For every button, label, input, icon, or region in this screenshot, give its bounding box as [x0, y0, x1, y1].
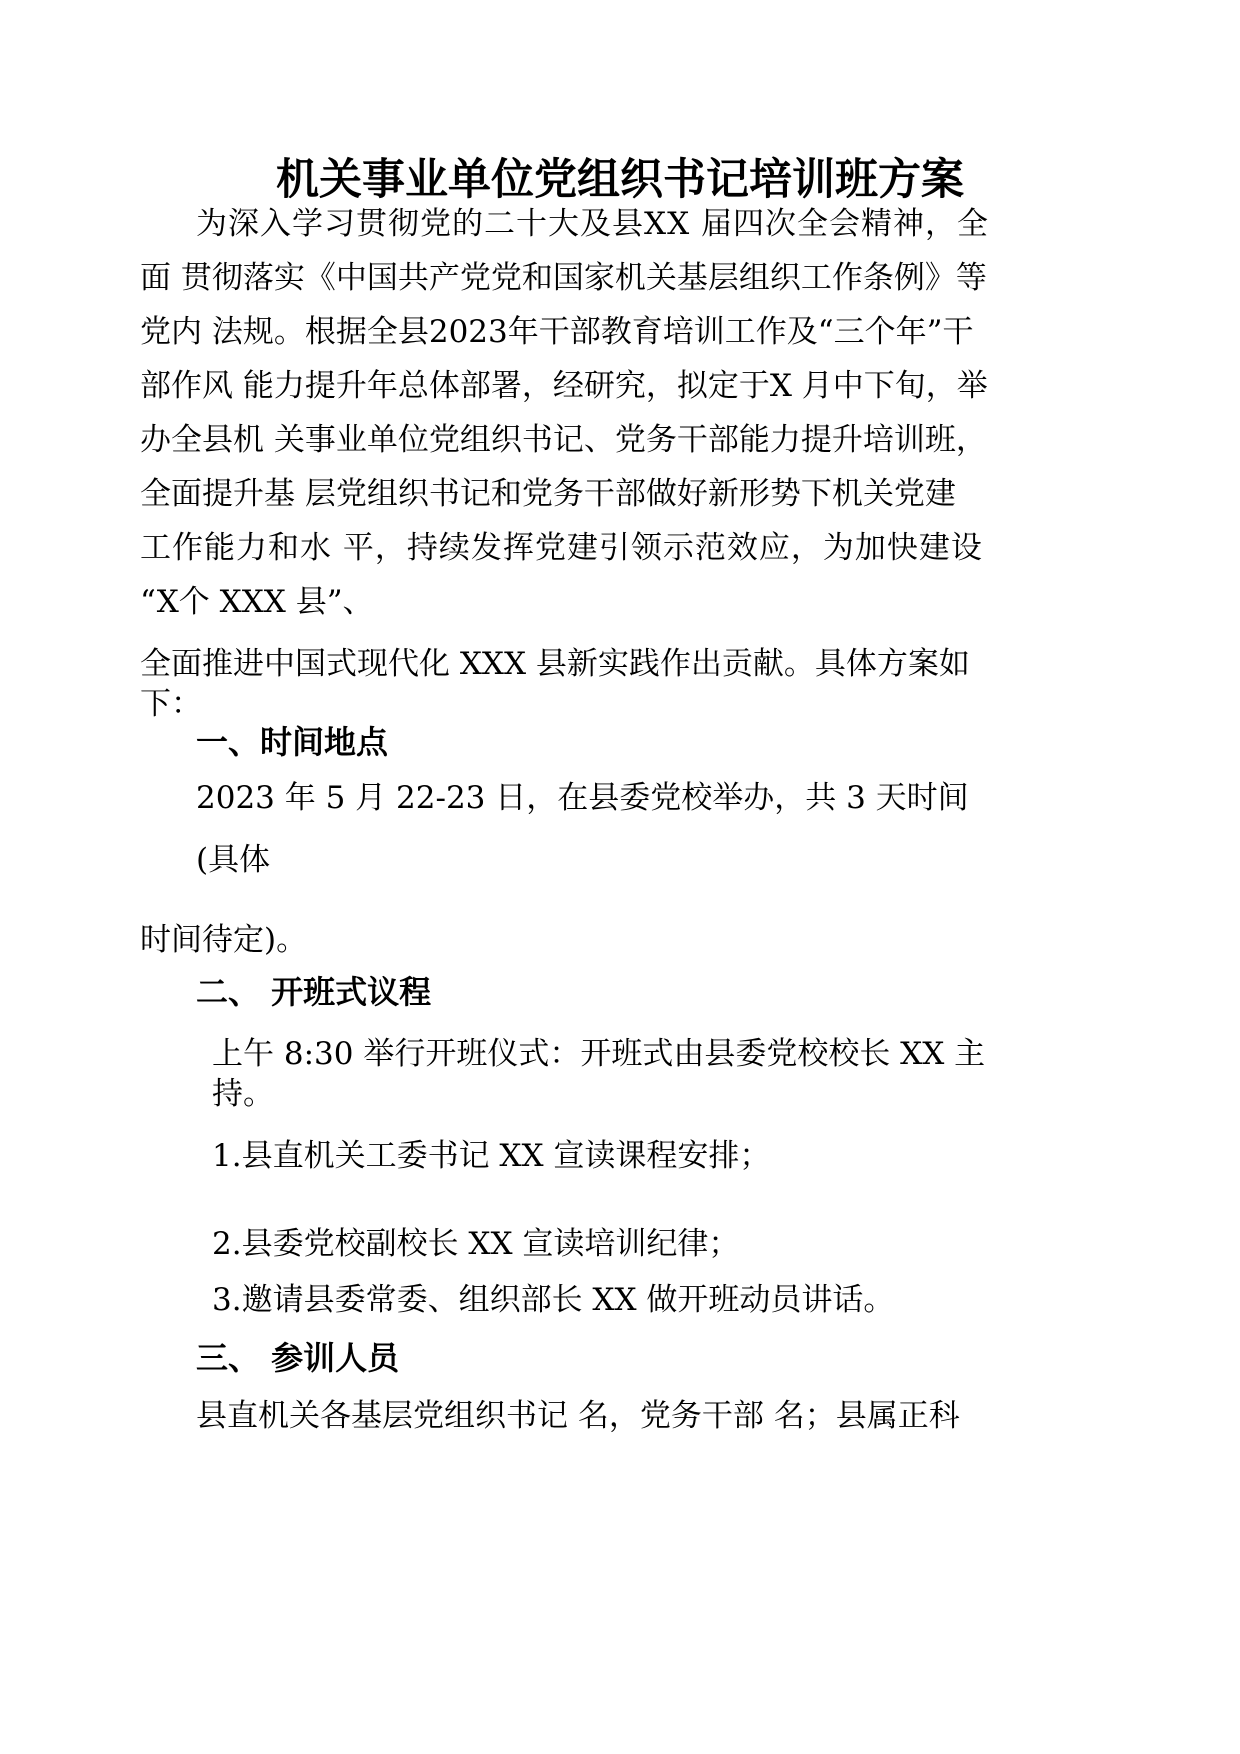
intro-line: “X个 XXX 县”、: [140, 584, 374, 620]
document-title: 机关事业单位党组织书记培训班方案: [276, 155, 964, 205]
intro-line: 为深入学习贯彻党的二十大及县XX 届四次全会精神，全: [196, 206, 989, 242]
list-item: 3.邀请县委常委、组织部长 XX 做开班动员讲话。: [212, 1282, 895, 1318]
section-line: (具体: [196, 842, 271, 878]
intro-line: 下：: [140, 686, 202, 722]
intro-line: 办全县机 关事业单位党组织书记、党务干部能力提升培训班，: [140, 422, 987, 458]
section-heading: 一、时间地点: [196, 723, 389, 761]
section-line: 县直机关各基层党组织书记 名，党务干部 名；县属正科: [196, 1398, 960, 1434]
section-line: 2023 年 5 月 22-23 日，在县委党校举办，共 3 天时间: [196, 780, 969, 816]
intro-line: 部作风 能力提升年总体部署，经研究，拟定于X 月中下旬，举: [140, 368, 988, 404]
list-item: 2.县委党校副校长 XX 宣读培训纪律；: [212, 1226, 740, 1262]
section-line: 持。: [212, 1076, 274, 1112]
intro-line: 面 贯彻落实《中国共产党党和国家机关基层组织工作条例》等: [140, 260, 987, 296]
section-heading: 三、 参训人员: [196, 1339, 400, 1377]
intro-line: 党内 法规。根据全县2023年干部教育培训工作及“三个年”干: [140, 314, 974, 350]
section-line: 上午 8:30 举行开班仪式：开班式由县委党校校长 XX 主: [212, 1036, 986, 1072]
intro-line: 全面推进中国式现代化 XXX 县新实践作出贡献。具体方案如: [140, 646, 970, 682]
list-item: 1.县直机关工委书记 XX 宣读课程安排；: [212, 1138, 771, 1174]
section-heading: 二、 开班式议程: [196, 973, 432, 1011]
intro-line: 工作能力和水 平，持续发挥党建引领示范效应，为加快建设: [140, 530, 983, 566]
section-line: 时间待定)。: [140, 922, 308, 958]
intro-line: 全面提升基 层党组织书记和党务干部做好新形势下机关党建: [140, 476, 956, 512]
